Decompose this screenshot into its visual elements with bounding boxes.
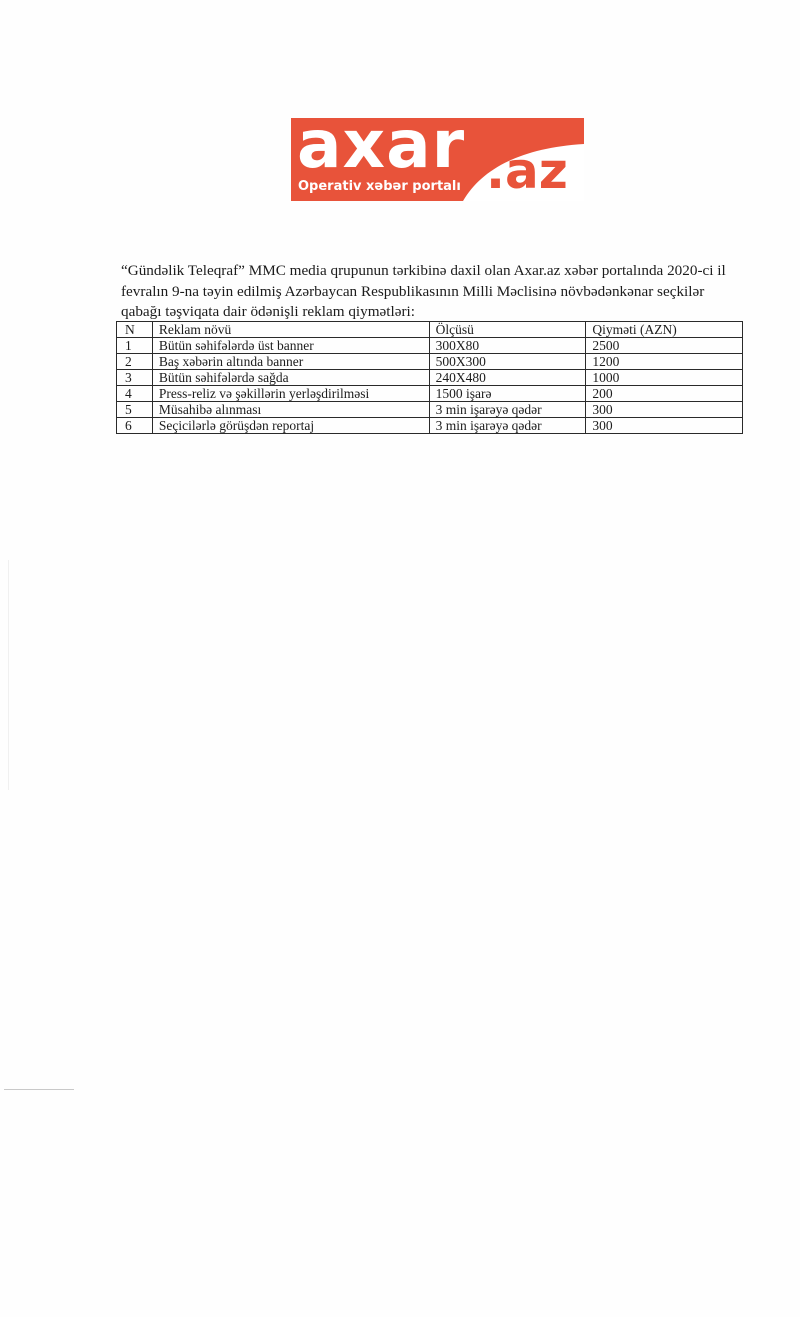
row-size: 1500 işarə xyxy=(429,386,586,402)
intro-paragraph: “Gündəlik Teleqraf” MMC media qrupunun tərkibinə daxil olan Axar.az xəbər portalında 2020-ci il fevralın 9-na təyin edilmiş Azərbaycan Respublikasının Milli Məclisinə növbədənkənar seçkilər qabağı təşviqata dair ödənişli reklam qiymətləri: xyxy=(121,262,726,321)
row-n: 1 xyxy=(117,338,153,354)
row-n: 3 xyxy=(117,370,153,386)
row-n: 2 xyxy=(117,354,153,370)
ad-price-table xyxy=(116,321,743,434)
header-size: Ölçüsü xyxy=(429,322,586,338)
row-type: Bütün səhifələrdə üst banner xyxy=(152,338,429,354)
logo-domain: .az xyxy=(486,142,568,200)
scan-artifact-edge xyxy=(8,560,9,790)
row-size: 300X80 xyxy=(429,338,586,354)
row-size: 3 min işarəyə qədər xyxy=(429,402,586,418)
row-type: Seçicilərlə görüşdən reportaj xyxy=(152,418,429,434)
header-type: Reklam növü xyxy=(152,322,429,338)
scan-artifact-line xyxy=(4,1089,74,1090)
table-row xyxy=(117,418,743,434)
header-n: N xyxy=(117,322,153,338)
row-price: 300 xyxy=(586,402,743,418)
logo-tagline: Operativ xəbər portalı xyxy=(298,179,461,194)
row-size: 240X480 xyxy=(429,370,586,386)
row-n: 5 xyxy=(117,402,153,418)
row-size: 500X300 xyxy=(429,354,586,370)
row-price: 2500 xyxy=(586,338,743,354)
table-row xyxy=(117,354,743,370)
row-type: Press-reliz və şəkillərin yerləşdirilməsi xyxy=(152,386,429,402)
row-price: 300 xyxy=(586,418,743,434)
row-price: 1000 xyxy=(586,370,743,386)
header-price: Qiyməti (AZN) xyxy=(586,322,743,338)
row-price: 1200 xyxy=(586,354,743,370)
row-n: 6 xyxy=(117,418,153,434)
axar-az-logo xyxy=(291,118,584,201)
row-type: Bütün səhifələrdə sağda xyxy=(152,370,429,386)
table-row xyxy=(117,402,743,418)
row-n: 4 xyxy=(117,386,153,402)
table-row xyxy=(117,386,743,402)
row-size: 3 min işarəyə qədər xyxy=(429,418,586,434)
table-header-row xyxy=(117,322,743,338)
row-type: Baş xəbərin altında banner xyxy=(152,354,429,370)
logo-wordmark: axar xyxy=(297,118,466,183)
table-row xyxy=(117,338,743,354)
row-price: 200 xyxy=(586,386,743,402)
row-type: Müsahibə alınması xyxy=(152,402,429,418)
table-row xyxy=(117,370,743,386)
